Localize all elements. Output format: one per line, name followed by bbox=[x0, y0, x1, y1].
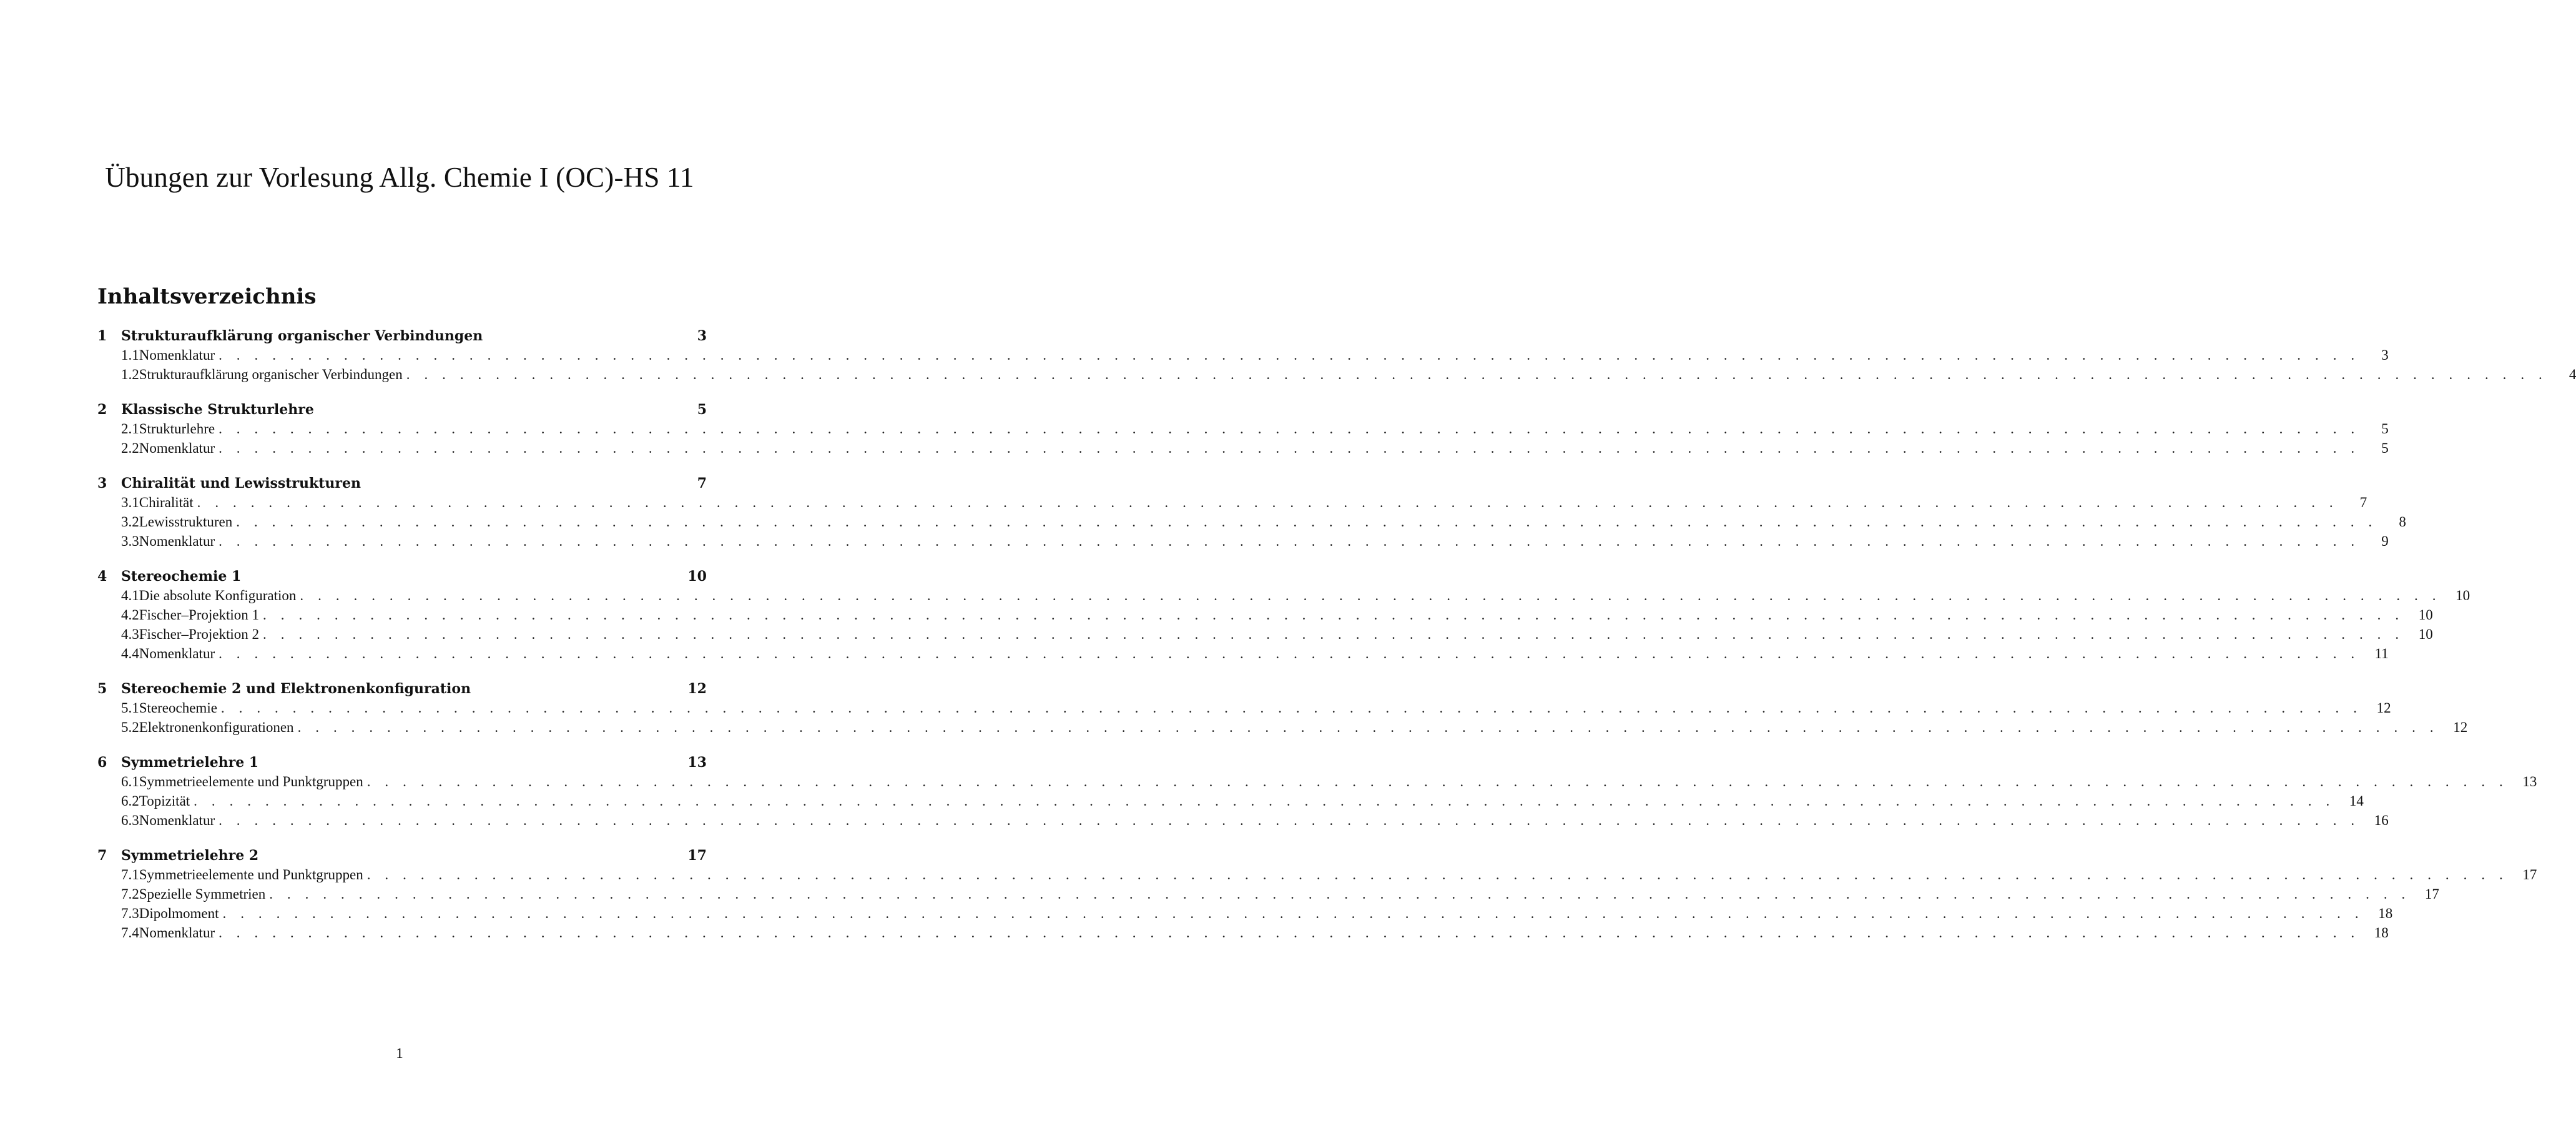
subsection-page: 12 bbox=[2376, 700, 2391, 716]
subsection-number: 1.2 bbox=[121, 367, 139, 382]
toc-subsection-entry[interactable] bbox=[97, 347, 2389, 367]
subsection-title: Fischer–Projektion 2 bbox=[139, 626, 260, 642]
toc-subsection-entry[interactable] bbox=[97, 607, 2433, 626]
subsection-title: Stereochemie bbox=[139, 700, 217, 716]
toc-section bbox=[97, 475, 2406, 553]
dot-leader: . . . . . . . . . . . . . . . . . . . . . . . . . . . . . . . . . . . . . . . . . . . . . . . . . . . . . . . . . . . . . . . . . . . . . . . . . . . . . . . . . . . . . . . . . . . . . . . . . . . . . . . . . . . . . . . . . . . . . . . . bbox=[263, 607, 2404, 623]
toc-subsection-entry[interactable] bbox=[97, 588, 2470, 607]
subsection-page: 17 bbox=[2522, 867, 2537, 882]
subsection-page: 14 bbox=[2349, 793, 2364, 809]
subsection-page: 3 bbox=[2381, 347, 2389, 363]
subsection-page: 16 bbox=[2374, 812, 2389, 828]
subsection-title: Elektronenkonfigurationen bbox=[139, 719, 294, 735]
toc-subsection-entry[interactable] bbox=[97, 440, 2389, 460]
subsection-page: 12 bbox=[2453, 719, 2468, 735]
subsection-title: Die absolute Konfiguration bbox=[139, 588, 297, 603]
subsection-title: Chiralität bbox=[139, 495, 194, 510]
section-page: 5 bbox=[697, 402, 707, 418]
toc-section bbox=[97, 681, 2468, 739]
document-title: Übungen zur Vorlesung Allg. Chemie I (OC)-HS 11 bbox=[105, 162, 694, 193]
toc-subsection-entry[interactable] bbox=[97, 906, 2393, 925]
subsection-number: 7.4 bbox=[121, 925, 139, 941]
section-title: Stereochemie 2 und Elektronenkonfiguration bbox=[121, 681, 471, 697]
subsection-page: 17 bbox=[2424, 886, 2439, 902]
toc-subsection-entry[interactable] bbox=[97, 700, 2391, 719]
toc-subsection-entry[interactable] bbox=[97, 367, 2576, 386]
subsection-page: 18 bbox=[2374, 925, 2389, 941]
subsection-page: 13 bbox=[2522, 774, 2537, 789]
dot-leader: . . . . . . . . . . . . . . . . . . . . . . . . . . . . . . . . . . . . . . . . . . . . . . . . . . . . . . . . . . . . . . . . . . . . . . . . . . . . . . . . . . . . . . . . . . . . . . . . . . . . . . . . . . . . . . . . . . . . . . . . bbox=[220, 700, 2362, 716]
section-page: 10 bbox=[687, 568, 707, 585]
subsection-title: Strukturlehre bbox=[139, 421, 215, 437]
section-number: 2 bbox=[97, 402, 107, 418]
section-number: 5 bbox=[97, 681, 107, 697]
toc-heading: Inhaltsverzeichnis bbox=[97, 284, 317, 309]
toc-section-entry[interactable] bbox=[97, 847, 707, 867]
subsection-title: Nomenklatur bbox=[139, 440, 215, 456]
subsection-number: 7.2 bbox=[121, 886, 139, 902]
dot-leader: . . . . . . . . . . . . . . . . . . . . . . . . . . . . . . . . . . . . . . . . . . . . . . . . . . . . . . . . . . . . . . . . . . . . . . . . . . . . . . . . . . . . . . . . . . . . . . . . . . . . . . . . . . . . . . . . . . . . . . . . bbox=[219, 421, 2360, 437]
dot-leader: . . . . . . . . . . . . . . . . . . . . . . . . . . . . . . . . . . . . . . . . . . . . . . . . . . . . . . . . . . . . . . . . . . . . . . . . . . . . . . . . . . . . . . . . . . . . . . . . . . . . . . . . . . . . . . . . . . . . . . . . bbox=[263, 626, 2404, 642]
toc-subsection-entry[interactable] bbox=[97, 886, 2439, 906]
subsection-title: Nomenklatur bbox=[139, 347, 215, 363]
toc-subsection-entry[interactable] bbox=[97, 421, 2389, 440]
toc-subsection-entry[interactable] bbox=[97, 774, 2537, 793]
subsection-title: Topizität bbox=[139, 793, 190, 809]
toc-section bbox=[97, 847, 2537, 944]
dot-leader: . . . . . . . . . . . . . . . . . . . . . . . . . . . . . . . . . . . . . . . . . . . . . . . . . . . . . . . . . . . . . . . . . . . . . . . . . . . . . . . . . . . . . . . . . . . . . . . . . . . . . . . . . . . . . . . . . . . . . . . . bbox=[219, 812, 2360, 828]
section-page: 17 bbox=[687, 847, 707, 864]
dot-leader: . . . . . . . . . . . . . . . . . . . . . . . . . . . . . . . . . . . . . . . . . . . . . . . . . . . . . . . . . . . . . . . . . . . . . . . . . . . . . . . . . . . . . . . . . . . . . . . . . . . . . . . . . . . . . . . . . . . . . . . . bbox=[406, 367, 2548, 382]
dot-leader: . . . . . . . . . . . . . . . . . . . . . . . . . . . . . . . . . . . . . . . . . . . . . . . . . . . . . . . . . . . . . . . . . . . . . . . . . . . . . . . . . . . . . . . . . . . . . . . . . . . . . . . . . . . . . . . . . . . . . . . . bbox=[269, 886, 2411, 902]
subsection-number: 7.3 bbox=[121, 906, 139, 921]
subsection-number: 2.1 bbox=[121, 421, 139, 437]
subsection-number: 6.2 bbox=[121, 793, 139, 809]
subsection-title: Nomenklatur bbox=[139, 812, 215, 828]
subsection-number: 6.1 bbox=[121, 774, 139, 789]
section-number: 1 bbox=[97, 328, 107, 344]
toc-section bbox=[97, 754, 2537, 832]
dot-leader: . . . . . . . . . . . . . . . . . . . . . . . . . . . . . . . . . . . . . . . . . . . . . . . . . . . . . . . . . . . . . . . . . . . . . . . . . . . . . . . . . . . . . . . . . . . . . . . . . . . . . . . . . . . . . . . . . . . . . . . . bbox=[236, 514, 2377, 530]
dot-leader: . . . . . . . . . . . . . . . . . . . . . . . . . . . . . . . . . . . . . . . . . . . . . . . . . . . . . . . . . . . . . . . . . . . . . . . . . . . . . . . . . . . . . . . . . . . . . . . . . . . . . . . . . . . . . . . . . . . . . . . . bbox=[366, 867, 2509, 882]
subsection-page: 11 bbox=[2374, 646, 2389, 661]
toc-subsection-entry[interactable] bbox=[97, 812, 2389, 832]
subsection-title: Nomenklatur bbox=[139, 646, 215, 661]
toc-subsection-entry[interactable] bbox=[97, 925, 2389, 944]
dot-leader: . . . . . . . . . . . . . . . . . . . . . . . . . . . . . . . . . . . . . . . . . . . . . . . . . . . . . . . . . . . . . . . . . . . . . . . . . . . . . . . . . . . . . . . . . . . . . . . . . . . . . . . . . . . . . . . . . . . . . . . . bbox=[366, 774, 2509, 789]
section-title: Klassische Strukturlehre bbox=[121, 402, 314, 418]
toc-subsection-entry[interactable] bbox=[97, 793, 2364, 812]
subsection-page: 10 bbox=[2418, 626, 2433, 642]
section-number: 6 bbox=[97, 754, 107, 771]
dot-leader: . . . . . . . . . . . . . . . . . . . . . . . . . . . . . . . . . . . . . . . . . . . . . . . . . . . . . . . . . . . . . . . . . . . . . . . . . . . . . . . . . . . . . . . . . . . . . . . . . . . . . . . . . . . . . . . . . . . . . . . . bbox=[300, 588, 2442, 603]
subsection-number: 4.4 bbox=[121, 646, 139, 661]
toc-section bbox=[97, 328, 2576, 386]
subsection-number: 5.1 bbox=[121, 700, 139, 716]
toc-subsection-entry[interactable] bbox=[97, 626, 2433, 646]
subsection-page: 18 bbox=[2378, 906, 2393, 921]
subsection-number: 7.1 bbox=[121, 867, 139, 882]
section-number: 3 bbox=[97, 475, 107, 491]
subsection-page: 10 bbox=[2456, 588, 2470, 603]
subsection-title: Fischer–Projektion 1 bbox=[139, 607, 260, 623]
toc-subsection-entry[interactable] bbox=[97, 867, 2537, 886]
subsection-title: Spezielle Symmetrien bbox=[139, 886, 266, 902]
dot-leader: . . . . . . . . . . . . . . . . . . . . . . . . . . . . . . . . . . . . . . . . . . . . . . . . . . . . . . . . . . . . . . . . . . . . . . . . . . . . . . . . . . . . . . . . . . . . . . . . . . . . . . . . . . . . . . . . . . . . . . . . bbox=[219, 646, 2360, 661]
toc-subsection-entry[interactable] bbox=[97, 533, 2389, 553]
dot-leader: . . . . . . . . . . . . . . . . . . . . . . . . . . . . . . . . . . . . . . . . . . . . . . . . . . . . . . . . . . . . . . . . . . . . . . . . . . . . . . . . . . . . . . . . . . . . . . . . . . . . . . . . . . . . . . . . . . . . . . . . bbox=[219, 347, 2360, 363]
subsection-page: 7 bbox=[2359, 495, 2367, 510]
subsection-page: 8 bbox=[2399, 514, 2406, 530]
toc-subsection-entry[interactable] bbox=[97, 646, 2389, 665]
subsection-number: 3.3 bbox=[121, 533, 139, 549]
subsection-title: Strukturaufklärung organischer Verbindungen bbox=[139, 367, 403, 382]
section-title: Stereochemie 1 bbox=[121, 568, 242, 585]
toc-section-entry[interactable] bbox=[97, 754, 707, 774]
section-number: 7 bbox=[97, 847, 107, 864]
toc-section bbox=[97, 568, 2470, 665]
subsection-page: 4 bbox=[2569, 367, 2576, 382]
section-number: 4 bbox=[97, 568, 107, 585]
toc-subsection-entry[interactable] bbox=[97, 719, 2468, 739]
toc-section-entry[interactable] bbox=[97, 681, 707, 700]
subsection-page: 9 bbox=[2381, 533, 2389, 549]
subsection-number: 2.2 bbox=[121, 440, 139, 456]
subsection-title: Dipolmoment bbox=[139, 906, 219, 921]
dot-leader: . . . . . . . . . . . . . . . . . . . . . . . . . . . . . . . . . . . . . . . . . . . . . . . . . . . . . . . . . . . . . . . . . . . . . . . . . . . . . . . . . . . . . . . . . . . . . . . . . . . . . . . . . . . . . . . . . . . . . . . . bbox=[222, 906, 2364, 921]
toc-section-entry[interactable] bbox=[97, 568, 707, 588]
toc-section-entry[interactable] bbox=[97, 328, 707, 347]
table-of-contents bbox=[97, 328, 2576, 960]
dot-leader: . . . . . . . . . . . . . . . . . . . . . . . . . . . . . . . . . . . . . . . . . . . . . . . . . . . . . . . . . . . . . . . . . . . . . . . . . . . . . . . . . . . . . . . . . . . . . . . . . . . . . . . . . . . . . . . . . . . . . . . . bbox=[297, 719, 2439, 735]
section-page: 12 bbox=[687, 681, 707, 697]
subsection-number: 6.3 bbox=[121, 812, 139, 828]
toc-subsection-entry[interactable] bbox=[97, 495, 2367, 514]
subsection-title: Symmetrieelemente und Punktgruppen bbox=[139, 867, 363, 882]
section-title: Chiralität und Lewisstrukturen bbox=[121, 475, 361, 491]
toc-section-entry[interactable] bbox=[97, 475, 707, 495]
subsection-number: 4.3 bbox=[121, 626, 139, 642]
toc-subsection-entry[interactable] bbox=[97, 514, 2406, 533]
subsection-number: 3.2 bbox=[121, 514, 139, 530]
dot-leader: . . . . . . . . . . . . . . . . . . . . . . . . . . . . . . . . . . . . . . . . . . . . . . . . . . . . . . . . . . . . . . . . . . . . . . . . . . . . . . . . . . . . . . . . . . . . . . . . . . . . . . . . . . . . . . . . . . . . . . . . bbox=[194, 793, 2335, 809]
subsection-number: 3.1 bbox=[121, 495, 139, 510]
subsection-title: Lewisstrukturen bbox=[139, 514, 233, 530]
section-page: 7 bbox=[697, 475, 707, 491]
dot-leader: . . . . . . . . . . . . . . . . . . . . . . . . . . . . . . . . . . . . . . . . . . . . . . . . . . . . . . . . . . . . . . . . . . . . . . . . . . . . . . . . . . . . . . . . . . . . . . . . . . . . . . . . . . . . . . . . . . . . . . . . bbox=[219, 533, 2360, 549]
section-page: 13 bbox=[687, 754, 707, 771]
subsection-page: 10 bbox=[2418, 607, 2433, 623]
subsection-title: Symmetrieelemente und Punktgruppen bbox=[139, 774, 363, 789]
dot-leader: . . . . . . . . . . . . . . . . . . . . . . . . . . . . . . . . . . . . . . . . . . . . . . . . . . . . . . . . . . . . . . . . . . . . . . . . . . . . . . . . . . . . . . . . . . . . . . . . . . . . . . . . . . . . . . . . . . . . . . . . bbox=[219, 440, 2360, 456]
subsection-number: 4.2 bbox=[121, 607, 139, 623]
dot-leader: . . . . . . . . . . . . . . . . . . . . . . . . . . . . . . . . . . . . . . . . . . . . . . . . . . . . . . . . . . . . . . . . . . . . . . . . . . . . . . . . . . . . . . . . . . . . . . . . . . . . . . . . . . . . . . . . . . . . . . . . bbox=[219, 925, 2360, 941]
subsection-page: 5 bbox=[2381, 440, 2389, 456]
subsection-title: Nomenklatur bbox=[139, 533, 215, 549]
section-title: Strukturaufklärung organischer Verbindungen bbox=[121, 328, 483, 344]
section-title: Symmetrielehre 2 bbox=[121, 847, 259, 864]
toc-section bbox=[97, 402, 2389, 460]
subsection-number: 1.1 bbox=[121, 347, 139, 363]
subsection-number: 4.1 bbox=[121, 588, 139, 603]
subsection-number: 5.2 bbox=[121, 719, 139, 735]
subsection-page: 5 bbox=[2381, 421, 2389, 437]
subsection-title: Nomenklatur bbox=[139, 925, 215, 941]
page-number: 1 bbox=[396, 1045, 403, 1061]
dot-leader: . . . . . . . . . . . . . . . . . . . . . . . . . . . . . . . . . . . . . . . . . . . . . . . . . . . . . . . . . . . . . . . . . . . . . . . . . . . . . . . . . . . . . . . . . . . . . . . . . . . . . . . . . . . . . . . . . . . . . . . . bbox=[197, 495, 2339, 510]
toc-section-entry[interactable] bbox=[97, 402, 707, 421]
section-title: Symmetrielehre 1 bbox=[121, 754, 259, 771]
section-page: 3 bbox=[697, 328, 707, 344]
